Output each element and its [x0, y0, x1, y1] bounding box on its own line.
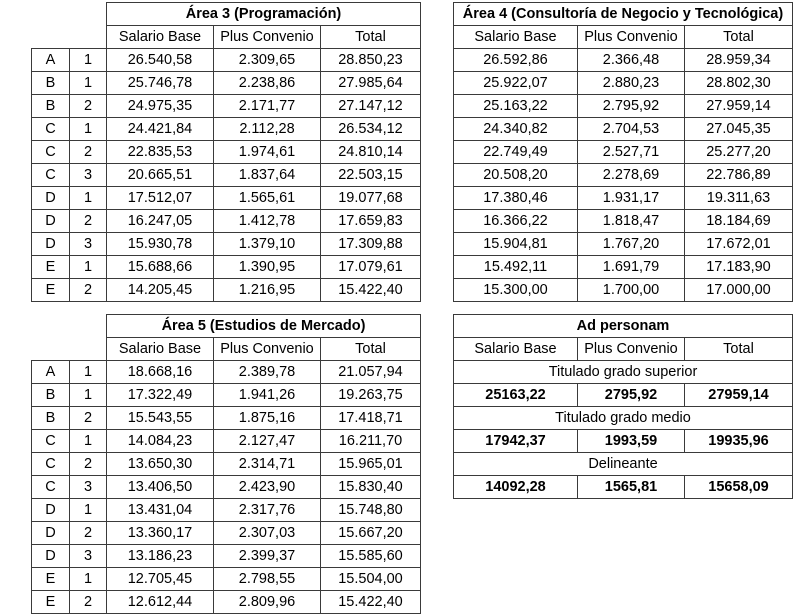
nivel-cell: 1: [70, 49, 107, 72]
table-row: [32, 568, 421, 591]
table-row: [32, 407, 421, 430]
total-cell: 15.830,40: [321, 476, 421, 499]
table-row: [32, 430, 421, 453]
nivel-cell: 1: [70, 256, 107, 279]
table-row: [32, 187, 421, 210]
salario-base-cell: 12.705,45: [107, 568, 214, 591]
total-cell: 15.422,40: [321, 279, 421, 302]
table-row: [454, 210, 793, 233]
table-row: [454, 430, 793, 453]
grupo-cell: C: [32, 141, 70, 164]
grupo-cell: A: [32, 49, 70, 72]
total-cell: 16.211,70: [321, 430, 421, 453]
salario-base-cell: 26.592,86: [454, 49, 578, 72]
salario-base-cell: 22.835,53: [107, 141, 214, 164]
grupo-cell: C: [32, 164, 70, 187]
total-cell: 19.077,68: [321, 187, 421, 210]
nivel-cell: 3: [70, 545, 107, 568]
total-cell: 17.309,88: [321, 233, 421, 256]
grupo-cell: D: [32, 233, 70, 256]
plus-convenio-cell: 1.767,20: [578, 233, 685, 256]
nivel-cell: 2: [70, 95, 107, 118]
table-row: [32, 476, 421, 499]
table-row: [454, 476, 793, 499]
salario-base-cell: 15.688,66: [107, 256, 214, 279]
total-cell: 17.079,61: [321, 256, 421, 279]
table-row: [454, 118, 793, 141]
total-cell: 28.802,30: [685, 72, 793, 95]
table-row: [32, 545, 421, 568]
salario-base-cell: 13.360,17: [107, 522, 214, 545]
header-total: Total: [685, 26, 793, 49]
plus-convenio-cell: 2.309,65: [214, 49, 321, 72]
grupo-cell: D: [32, 499, 70, 522]
total-cell: 27959,14: [685, 384, 793, 407]
header-total: Total: [685, 338, 793, 361]
salario-base-cell: 13.406,50: [107, 476, 214, 499]
salario-base-cell: 15.300,00: [454, 279, 578, 302]
salario-base-cell: 14092,28: [454, 476, 578, 499]
table-row: [32, 279, 421, 302]
grupo-cell: D: [32, 545, 70, 568]
plus-convenio-cell: 1.700,00: [578, 279, 685, 302]
salario-base-cell: 22.749,49: [454, 141, 578, 164]
grupo-cell: D: [32, 522, 70, 545]
grupo-cell: B: [32, 407, 70, 430]
nivel-cell: 2: [70, 407, 107, 430]
nivel-cell: 3: [70, 233, 107, 256]
plus-convenio-cell: 1.412,78: [214, 210, 321, 233]
table-row: [32, 591, 421, 614]
salario-base-cell: 16.366,22: [454, 210, 578, 233]
plus-convenio-cell: 2.798,55: [214, 568, 321, 591]
nivel-cell: 1: [70, 118, 107, 141]
table-row: [454, 164, 793, 187]
total-cell: 25.277,20: [685, 141, 793, 164]
salario-base-cell: 24.421,84: [107, 118, 214, 141]
area-5-title: Área 5 (Estudios de Mercado): [107, 315, 421, 338]
plus-convenio-cell: 2.314,71: [214, 453, 321, 476]
nivel-cell: 2: [70, 141, 107, 164]
table-row: [454, 49, 793, 72]
grupo-cell: C: [32, 476, 70, 499]
nivel-cell: 2: [70, 210, 107, 233]
blank-corner: [32, 338, 107, 361]
total-cell: 22.503,15: [321, 164, 421, 187]
total-cell: 27.959,14: [685, 95, 793, 118]
grupo-cell: D: [32, 187, 70, 210]
header-total: Total: [321, 26, 421, 49]
header-salario-base: Salario Base: [454, 26, 578, 49]
total-cell: 15.422,40: [321, 591, 421, 614]
table-row: [32, 141, 421, 164]
nivel-cell: 1: [70, 361, 107, 384]
salario-base-cell: 14.205,45: [107, 279, 214, 302]
plus-convenio-cell: 1.379,10: [214, 233, 321, 256]
header-total: Total: [321, 338, 421, 361]
category-label: Titulado grado medio: [454, 407, 793, 430]
grupo-cell: D: [32, 210, 70, 233]
blank-corner: [32, 315, 107, 338]
table-row: [32, 49, 421, 72]
table-row: [454, 384, 793, 407]
plus-convenio-cell: 1993,59: [578, 430, 685, 453]
salario-base-cell: 16.247,05: [107, 210, 214, 233]
header-plus-convenio: Plus Convenio: [578, 26, 685, 49]
table-row: [454, 256, 793, 279]
total-cell: 17.183,90: [685, 256, 793, 279]
header-plus-convenio: Plus Convenio: [578, 338, 685, 361]
salario-base-cell: 14.084,23: [107, 430, 214, 453]
total-cell: 15.585,60: [321, 545, 421, 568]
category-label: Titulado grado superior: [454, 361, 793, 384]
total-cell: 27.045,35: [685, 118, 793, 141]
plus-convenio-cell: 1.691,79: [578, 256, 685, 279]
plus-convenio-cell: 2.171,77: [214, 95, 321, 118]
table-row: [32, 118, 421, 141]
plus-convenio-cell: 2.389,78: [214, 361, 321, 384]
salario-base-cell: 17.512,07: [107, 187, 214, 210]
total-cell: 19.263,75: [321, 384, 421, 407]
table-row: [454, 187, 793, 210]
salario-base-cell: 26.540,58: [107, 49, 214, 72]
plus-convenio-cell: 1.974,61: [214, 141, 321, 164]
table-row: [454, 141, 793, 164]
salario-base-cell: 18.668,16: [107, 361, 214, 384]
total-cell: 21.057,94: [321, 361, 421, 384]
salario-base-cell: 15.543,55: [107, 407, 214, 430]
table-row: [32, 361, 421, 384]
area-4-title: Área 4 (Consultoría de Negocio y Tecnológica): [454, 3, 793, 26]
nivel-cell: 1: [70, 568, 107, 591]
table-row: [454, 279, 793, 302]
salario-base-cell: 13.186,23: [107, 545, 214, 568]
total-cell: 15.667,20: [321, 522, 421, 545]
salario-base-cell: 20.508,20: [454, 164, 578, 187]
total-cell: 17.000,00: [685, 279, 793, 302]
table-row: [454, 233, 793, 256]
nivel-cell: 1: [70, 187, 107, 210]
category-label: Delineante: [454, 453, 793, 476]
plus-convenio-cell: 2.704,53: [578, 118, 685, 141]
plus-convenio-cell: 2.112,28: [214, 118, 321, 141]
nivel-cell: 2: [70, 522, 107, 545]
table-row: [32, 164, 421, 187]
grupo-cell: B: [32, 72, 70, 95]
grupo-cell: C: [32, 453, 70, 476]
total-cell: 17.659,83: [321, 210, 421, 233]
table-row: [32, 453, 421, 476]
salario-base-cell: 12.612,44: [107, 591, 214, 614]
category-row: [454, 407, 793, 430]
nivel-cell: 3: [70, 476, 107, 499]
salario-base-cell: 15.904,81: [454, 233, 578, 256]
plus-convenio-cell: 2.880,23: [578, 72, 685, 95]
total-cell: 22.786,89: [685, 164, 793, 187]
plus-convenio-cell: 2.399,37: [214, 545, 321, 568]
salario-base-cell: 17.322,49: [107, 384, 214, 407]
plus-convenio-cell: 1.941,26: [214, 384, 321, 407]
plus-convenio-cell: 1565,81: [578, 476, 685, 499]
header-plus-convenio: Plus Convenio: [214, 338, 321, 361]
salario-base-cell: 25.163,22: [454, 95, 578, 118]
grupo-cell: C: [32, 430, 70, 453]
grupo-cell: A: [32, 361, 70, 384]
plus-convenio-cell: 2.317,76: [214, 499, 321, 522]
salario-base-cell: 25.746,78: [107, 72, 214, 95]
ad-personam-title: Ad personam: [454, 315, 793, 338]
area-3-table: [31, 2, 421, 302]
plus-convenio-cell: 1.931,17: [578, 187, 685, 210]
nivel-cell: 1: [70, 430, 107, 453]
nivel-cell: 2: [70, 279, 107, 302]
salario-base-cell: 25.922,07: [454, 72, 578, 95]
ad-personam-table: [453, 314, 793, 499]
table-row: [32, 256, 421, 279]
plus-convenio-cell: 1.390,95: [214, 256, 321, 279]
total-cell: 26.534,12: [321, 118, 421, 141]
nivel-cell: 1: [70, 499, 107, 522]
nivel-cell: 1: [70, 72, 107, 95]
total-cell: 15658,09: [685, 476, 793, 499]
salario-base-cell: 24.975,35: [107, 95, 214, 118]
area-5-table: [31, 314, 421, 614]
table-row: [32, 499, 421, 522]
total-cell: 17.672,01: [685, 233, 793, 256]
area-4-table: [453, 2, 793, 302]
nivel-cell: 2: [70, 453, 107, 476]
total-cell: 15.504,00: [321, 568, 421, 591]
total-cell: 28.959,34: [685, 49, 793, 72]
plus-convenio-cell: 1.818,47: [578, 210, 685, 233]
plus-convenio-cell: 1.565,61: [214, 187, 321, 210]
total-cell: 28.850,23: [321, 49, 421, 72]
total-cell: 27.985,64: [321, 72, 421, 95]
nivel-cell: 1: [70, 384, 107, 407]
plus-convenio-cell: 2.809,96: [214, 591, 321, 614]
total-cell: 24.810,14: [321, 141, 421, 164]
plus-convenio-cell: 2.307,03: [214, 522, 321, 545]
plus-convenio-cell: 1.837,64: [214, 164, 321, 187]
salario-base-cell: 17942,37: [454, 430, 578, 453]
plus-convenio-cell: 2.527,71: [578, 141, 685, 164]
total-cell: 15.748,80: [321, 499, 421, 522]
category-row: [454, 361, 793, 384]
plus-convenio-cell: 2.423,90: [214, 476, 321, 499]
salario-base-cell: 25163,22: [454, 384, 578, 407]
grupo-cell: E: [32, 256, 70, 279]
plus-convenio-cell: 1.875,16: [214, 407, 321, 430]
total-cell: 17.418,71: [321, 407, 421, 430]
table-row: [32, 95, 421, 118]
plus-convenio-cell: 2.238,86: [214, 72, 321, 95]
plus-convenio-cell: 1.216,95: [214, 279, 321, 302]
grupo-cell: E: [32, 568, 70, 591]
plus-convenio-cell: 2.127,47: [214, 430, 321, 453]
nivel-cell: 3: [70, 164, 107, 187]
total-cell: 27.147,12: [321, 95, 421, 118]
table-row: [32, 233, 421, 256]
plus-convenio-cell: 2795,92: [578, 384, 685, 407]
plus-convenio-cell: 2.795,92: [578, 95, 685, 118]
grupo-cell: B: [32, 95, 70, 118]
category-row: [454, 453, 793, 476]
table-row: [32, 72, 421, 95]
salario-base-cell: 13.650,30: [107, 453, 214, 476]
grupo-cell: E: [32, 591, 70, 614]
nivel-cell: 2: [70, 591, 107, 614]
header-salario-base: Salario Base: [107, 26, 214, 49]
table-row: [454, 95, 793, 118]
plus-convenio-cell: 2.278,69: [578, 164, 685, 187]
header-salario-base: Salario Base: [107, 338, 214, 361]
salario-base-cell: 13.431,04: [107, 499, 214, 522]
grupo-cell: E: [32, 279, 70, 302]
salario-base-cell: 15.930,78: [107, 233, 214, 256]
grupo-cell: B: [32, 384, 70, 407]
salario-base-cell: 20.665,51: [107, 164, 214, 187]
salario-base-cell: 17.380,46: [454, 187, 578, 210]
plus-convenio-cell: 2.366,48: [578, 49, 685, 72]
salario-base-cell: 24.340,82: [454, 118, 578, 141]
total-cell: 19.311,63: [685, 187, 793, 210]
header-plus-convenio: Plus Convenio: [214, 26, 321, 49]
blank-corner: [32, 26, 107, 49]
total-cell: 18.184,69: [685, 210, 793, 233]
table-row: [32, 522, 421, 545]
total-cell: 19935,96: [685, 430, 793, 453]
area-3-title: Área 3 (Programación): [107, 3, 421, 26]
table-row: [32, 210, 421, 233]
header-salario-base: Salario Base: [454, 338, 578, 361]
total-cell: 15.965,01: [321, 453, 421, 476]
table-row: [32, 384, 421, 407]
blank-corner: [32, 3, 107, 26]
table-row: [454, 72, 793, 95]
grupo-cell: C: [32, 118, 70, 141]
salario-base-cell: 15.492,11: [454, 256, 578, 279]
